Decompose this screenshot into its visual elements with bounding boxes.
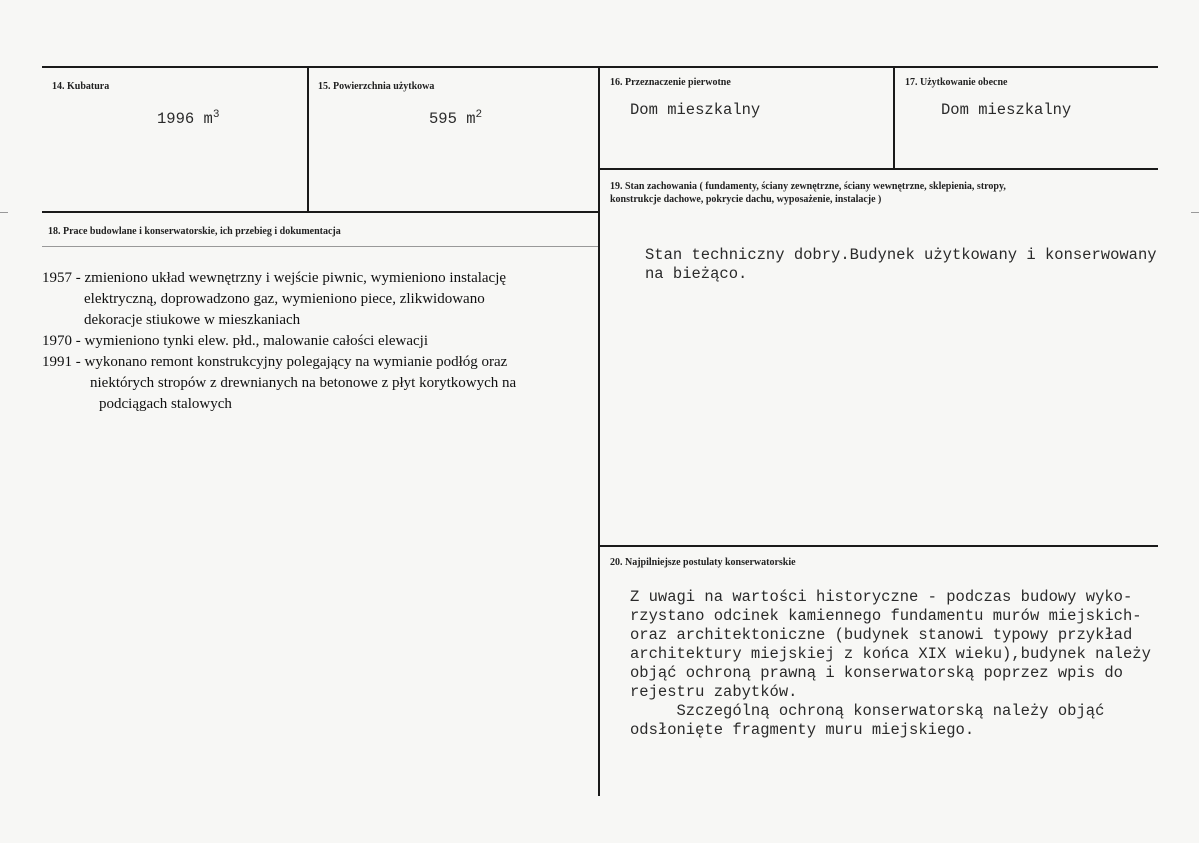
postulaty-line: oraz architektoniczne (budynek stanowi typowy przykład [630,626,1133,644]
postulaty-line: Z uwagi na wartości historyczne - podczas budowy wyko- [630,588,1133,606]
center-divider [598,66,600,796]
postulaty-line: rzystano odcinek kamiennego fundamentu murów miejskich- [630,607,1142,625]
uzytkowanie-label: 17. Użytkowanie obecne [905,77,1008,88]
prace-line: 1970 - wymieniono tynki elew. płd., malowanie całości elewacji [42,333,429,349]
przeznaczenie-label: 16. Przeznaczenie pierwotne [610,77,731,88]
postulaty-line: odsłonięte fragmenty muru miejskiego. [630,721,975,739]
powierzchnia-unit-exponent: 2 [475,109,483,121]
top-rule [42,66,1158,68]
postulaty-line: objąć ochroną prawną i konserwatorską poprzez wpis do [630,664,1123,682]
prace-line: 1991 - wykonano remont konstrukcyjny polegający na wymianie podłóg oraz [42,354,508,370]
prace-line: podciągach stalowych [99,396,232,412]
rule-under-18-label [42,246,598,247]
stan-label [610,180,1006,206]
prace-label: 18. Prace budowlane i konserwatorskie, ich przebieg i dokumentacja [48,226,341,237]
uzytkowanie-value: Dom mieszkalny [941,101,1072,119]
prace-line: 1957 - zmieniono układ wewnętrzny i wejście piwnic, wymieniono instalację [42,270,507,286]
stan-label-line: konstrukcje dachowe, pokrycie dachu, wyposażenie, instalacje ) [610,194,882,205]
postulaty-line: rejestru zabytków. [630,683,798,701]
kubatura-label: 14. Kubatura [52,81,110,92]
przeznaczenie-value: Dom mieszkalny [630,101,761,119]
rule-under-14-15 [42,211,600,213]
prace-line: elektryczną, doprowadzono gaz, wymieniono piece, zlikwidowano [84,291,485,307]
stan-line: Stan techniczny dobry.Budynek użytkowany i konserwowany [645,246,1157,264]
prace-line: niektórych stropów z drewnianych na betonowe z płyt korytkowych na [90,375,517,391]
kubatura-value [157,106,219,129]
stan-label-line: 19. Stan zachowania ( fundamenty, ściany zewnętrzne, ściany wewnętrzne, sklepienia, stropy, [610,181,1006,192]
stan-text [645,246,1157,284]
postulaty-text [630,588,1151,740]
stan-line: na bieżąco. [645,265,748,283]
edge-mark-right [1191,212,1199,213]
postulaty-line: architektury miejskiej z końca XIX wieku),budynek należy [630,645,1151,663]
kubatura-unit-exponent: 3 [212,109,220,121]
postulaty-label: 20. Najpilniejsze postulaty konserwatorskie [610,557,796,568]
prace-line: dekoracje stiukowe w mieszkaniach [84,312,301,328]
divider-16-17 [893,66,895,170]
powierzchnia-label: 15. Powierzchnia użytkowa [318,81,435,92]
kubatura-number: 1996 m [157,110,213,129]
postulaty-line: Szczególną ochroną konserwatorską należy objąć [630,702,1105,720]
rule-under-16-17 [598,168,1158,170]
powierzchnia-value [429,106,482,129]
divider-14-15 [307,66,309,212]
powierzchnia-number: 595 m [429,110,476,129]
prace-text [42,268,516,415]
edge-mark-left [0,212,8,213]
rule-above-20 [598,545,1158,547]
